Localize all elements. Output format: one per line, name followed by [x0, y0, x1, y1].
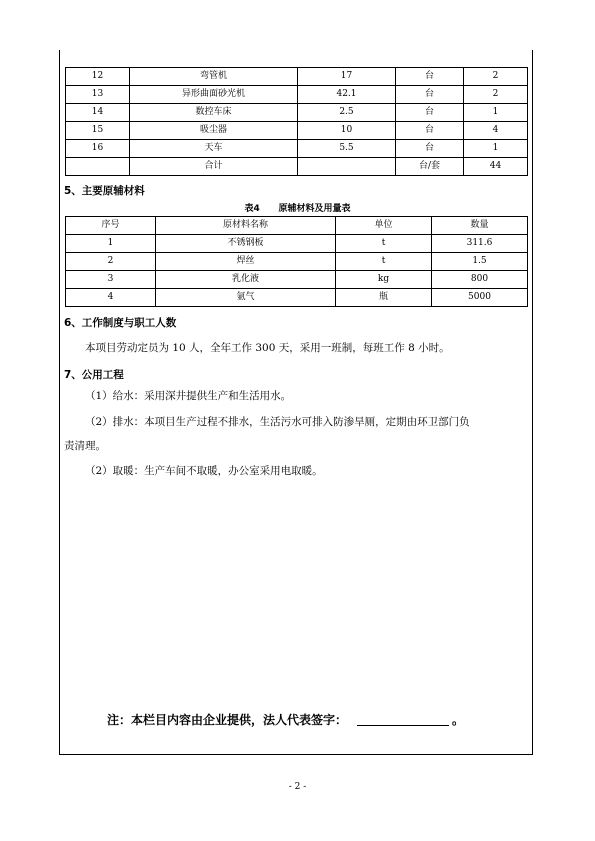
- signature-note-end: 。: [452, 713, 465, 727]
- table-row: [66, 289, 528, 307]
- material-name-cell: 氩气: [156, 289, 336, 307]
- column-header: 原材料名称: [156, 217, 336, 235]
- column-header: 数量: [432, 217, 528, 235]
- page-number: - 2 -: [288, 782, 307, 792]
- signature-note-text: 注：本栏目内容由企业提供，法人代表签字：: [107, 713, 348, 727]
- unit-cell: 台: [396, 122, 464, 140]
- power-value-cell: 5.5: [298, 140, 396, 158]
- unit-cell: t: [336, 235, 432, 253]
- total-empty-cell: [66, 158, 130, 176]
- equipment-name-cell: 天车: [130, 140, 298, 158]
- equipment-name-cell: 数控车床: [130, 104, 298, 122]
- materials-table: [65, 216, 528, 307]
- table-row: [66, 235, 528, 253]
- row-number-cell: 1: [66, 235, 156, 253]
- drainage-paragraph-line1: （2）排水：本项目生产过程不排水，生活污水可排入防渗旱厕，定期由环卫部门负: [85, 416, 470, 428]
- equipment-name-cell: 吸尘器: [130, 122, 298, 140]
- heating-paragraph: （2）取暖：生产车间不取暖，办公室采用电取暖。: [85, 465, 323, 477]
- row-number-cell: 15: [66, 122, 130, 140]
- staffing-paragraph: 本项目劳动定员为 10 人，全年工作 300 天，采用一班制，每班工作 8 小时。: [85, 342, 450, 354]
- material-name-cell: 乳化液: [156, 271, 336, 289]
- power-value-cell: 42.1: [298, 86, 396, 104]
- total-unit-cell: 台/套: [396, 158, 464, 176]
- water-supply-paragraph: （1）给水：采用深井提供生产和生活用水。: [85, 390, 292, 402]
- total-empty-cell: [298, 158, 396, 176]
- total-quantity-cell: 44: [464, 158, 528, 176]
- table-row: [66, 68, 528, 86]
- signature-note: [107, 711, 464, 728]
- quantity-cell: 2: [464, 68, 528, 86]
- row-number-cell: 4: [66, 289, 156, 307]
- row-number-cell: 3: [66, 271, 156, 289]
- table-row: [66, 86, 528, 104]
- unit-cell: 台: [396, 140, 464, 158]
- table-row: [66, 253, 528, 271]
- table4-number: 表4: [244, 204, 260, 214]
- table-row: [66, 271, 528, 289]
- power-value-cell: 2.5: [298, 104, 396, 122]
- quantity-cell: 800: [432, 271, 528, 289]
- equipment-name-cell: 弯管机: [130, 68, 298, 86]
- row-number-cell: 14: [66, 104, 130, 122]
- column-header: 单位: [336, 217, 432, 235]
- unit-cell: 台: [396, 68, 464, 86]
- table-header-row: [66, 217, 528, 235]
- unit-cell: 台: [396, 104, 464, 122]
- row-number-cell: 13: [66, 86, 130, 104]
- quantity-cell: 2: [464, 86, 528, 104]
- power-value-cell: 10: [298, 122, 396, 140]
- row-number-cell: 2: [66, 253, 156, 271]
- quantity-cell: 5000: [432, 289, 528, 307]
- material-name-cell: 焊丝: [156, 253, 336, 271]
- equipment-table: [65, 67, 528, 176]
- column-header: 序号: [66, 217, 156, 235]
- total-row: [66, 158, 528, 176]
- unit-cell: 瓶: [336, 289, 432, 307]
- material-name-cell: 不锈钢板: [156, 235, 336, 253]
- row-number-cell: 16: [66, 140, 130, 158]
- equipment-name-cell: 异形曲面砂光机: [130, 86, 298, 104]
- table-row: [66, 122, 528, 140]
- section6-heading: 6、工作制度与职工人数: [64, 317, 177, 329]
- unit-cell: kg: [336, 271, 432, 289]
- unit-cell: t: [336, 253, 432, 271]
- quantity-cell: 1: [464, 104, 528, 122]
- quantity-cell: 1.5: [432, 253, 528, 271]
- quantity-cell: 311.6: [432, 235, 528, 253]
- total-label-cell: 合计: [130, 158, 298, 176]
- signature-blank[interactable]: [357, 713, 449, 726]
- table-row: [66, 104, 528, 122]
- section7-heading: 7、公用工程: [64, 369, 124, 381]
- table4-title: 原辅材料及用量表: [278, 204, 351, 214]
- drainage-paragraph-line2: 责清理。: [64, 440, 106, 452]
- unit-cell: 台: [396, 86, 464, 104]
- power-value-cell: 17: [298, 68, 396, 86]
- quantity-cell: 4: [464, 122, 528, 140]
- table-row: [66, 140, 528, 158]
- row-number-cell: 12: [66, 68, 130, 86]
- section5-heading: 5、主要原辅材料: [64, 185, 145, 197]
- table4-caption: [0, 201, 595, 214]
- quantity-cell: 1: [464, 140, 528, 158]
